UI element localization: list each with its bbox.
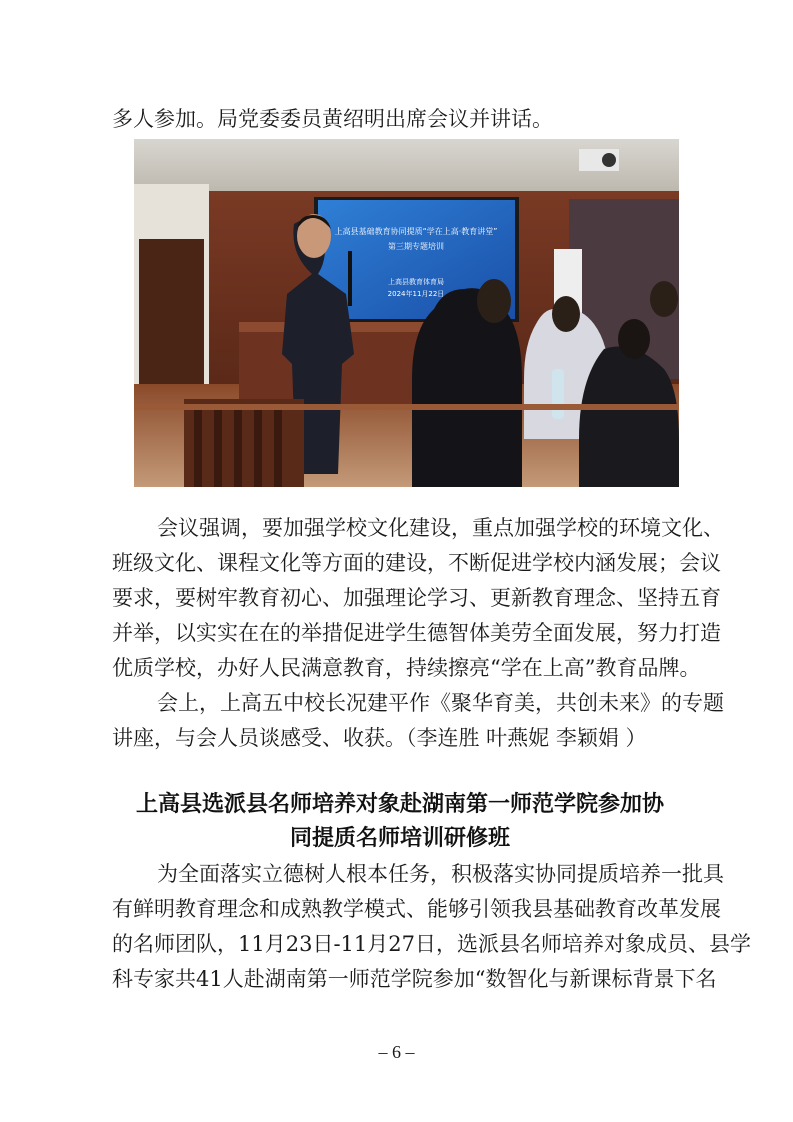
- meeting-photo: [134, 139, 679, 487]
- paragraph-line: 会上，上高五中校长况建平作《聚华育美，共创未来》的专题: [157, 691, 724, 715]
- paragraph-line: 优质学校，办好人民满意教育，持续擦亮“学在上高”教育品牌。: [112, 656, 701, 680]
- screen-text-3: 上高县教育体育局: [388, 278, 444, 286]
- paragraph-line: 多人参加。局党委委员黄绍明出席会议并讲话。: [112, 107, 553, 131]
- paragraph-line: 会议强调，要加强学校文化建设，重点加强学校的环境文化、: [157, 516, 724, 540]
- paragraph-line: 科专家共41人赴湖南第一师范学院参加“数智化与新课标背景下名: [112, 967, 717, 991]
- page-number: – 6 –: [378, 1042, 415, 1062]
- screen-text-4: 2024年11月22日: [387, 290, 445, 298]
- paragraph-line: 有鲜明教育理念和成熟教学模式、能够引领我县基础教育改革发展: [112, 897, 721, 921]
- paragraph-line: 并举，以实实在在的举措促进学生德智体美劳全面发展，努力打造: [112, 621, 721, 645]
- article-title: 上高县选派县名师培养对象赴湖南第一师范学院参加协: [135, 792, 664, 817]
- paragraph-line: 要求，要树牢教育初心、加强理论学习、更新教育理念、坚持五育: [112, 586, 721, 610]
- article-title: 同提质名师培训研修班: [289, 826, 510, 851]
- screen-text-2: 第三期专题培训: [388, 242, 444, 251]
- paragraph-line: 的名师团队，11月23日-11月27日，选派县名师培养对象成员、县学: [112, 932, 751, 956]
- paragraph-line: 讲座，与会人员谈感受、收获。（李连胜 叶燕妮 李颖娟 ）: [112, 726, 647, 750]
- screen-text-1: 上高县基础教育协同提质“学在上高·教育讲堂”: [334, 227, 498, 236]
- paragraph-line: 班级文化、课程文化等方面的建设，不断促进学校内涵发展；会议: [112, 551, 721, 575]
- paragraph-line: 为全面落实立德树人根本任务，积极落实协同提质培养一批具: [157, 862, 724, 886]
